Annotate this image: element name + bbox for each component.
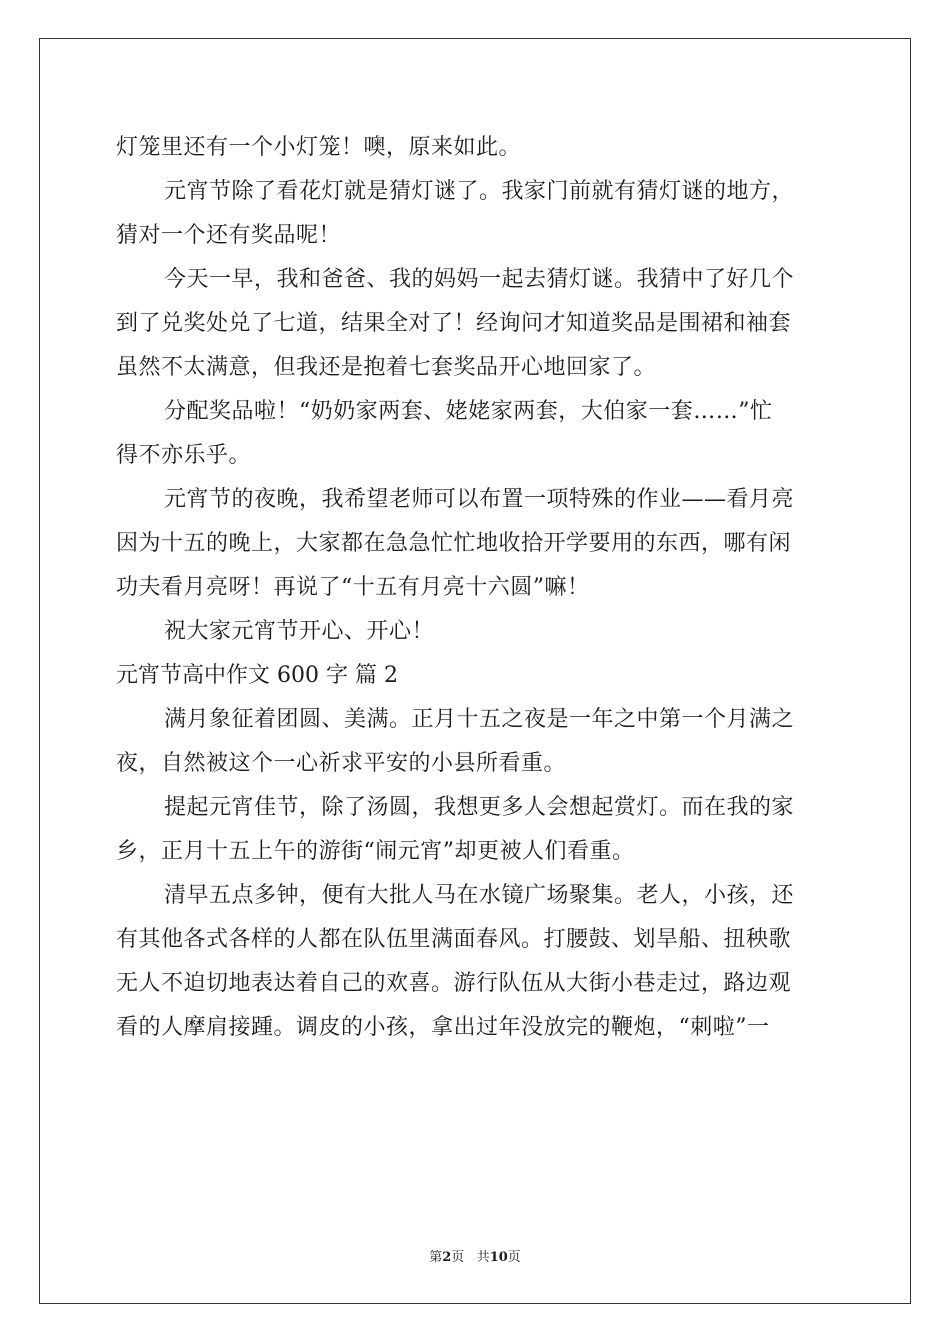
text-line: 到了兑奖处兑了七道，结果全对了！经询问才知道奖品是围裙和袖套 <box>116 311 792 336</box>
text-line: 灯笼里还有一个小灯笼！噢，原来如此。 <box>116 135 522 160</box>
text-line: 虽然不太满意，但我还是抱着七套奖品开心地回家了。 <box>116 355 657 380</box>
text-line: 分配奖品啦！“奶奶家两套、姥姥家两套，大伯家一套……”忙 <box>164 399 773 424</box>
page-footer <box>0 1246 950 1265</box>
text-line: 乡，正月十五上午的游街“闹元宵”却更被人们看重。 <box>116 839 635 864</box>
text-line: 看的人摩肩接踵。调皮的小孩，拿出过年没放完的鞭炮，“刺啦”一 <box>116 1015 770 1040</box>
text-line: 无人不迫切地表达着自己的欢喜。游行队伍从大街小巷走过，路边观 <box>116 971 792 996</box>
text-line: 清早五点多钟，便有大批人马在水镜广场聚集。老人，小孩，还 <box>164 883 795 908</box>
text-line: 提起元宵佳节，除了汤圆，我想更多人会想起赏灯。而在我的家 <box>164 795 795 820</box>
footer-page-unit: 页 <box>451 1250 465 1265</box>
section-heading: 元宵节高中作文 600 字 篇 2 <box>116 663 398 688</box>
footer-page-prefix: 第 <box>429 1250 443 1265</box>
footer-page-current: 2 <box>442 1250 452 1265</box>
footer-page-total: 10 <box>489 1250 508 1265</box>
text-line: 元宵节除了看花灯就是猜灯谜了。我家门前就有猜灯谜的地方， <box>164 179 795 204</box>
footer-total-unit: 页 <box>507 1250 521 1265</box>
text-line: 得不亦乐乎。 <box>116 443 252 468</box>
text-line: 夜，自然被这个一心祈求平安的小县所看重。 <box>116 751 567 776</box>
text-line: 因为十五的晚上，大家都在急急忙忙地收拾开学要用的东西，哪有闲 <box>116 531 792 556</box>
text-line: 元宵节的夜晚，我希望老师可以布置一项特殊的作业——看月亮 <box>164 487 795 512</box>
text-line: 猜对一个还有奖品呢！ <box>116 223 342 248</box>
text-line: 满月象征着团圆、美满。正月十五之夜是一年之中第一个月满之 <box>164 707 795 732</box>
text-line: 功夫看月亮呀！再说了“十五有月亮十六圆”嘛！ <box>116 575 590 600</box>
text-line: 有其他各式各样的人都在队伍里满面春风。打腰鼓、划旱船、扭秧歌 <box>116 927 792 952</box>
text-line: 今天一早，我和爸爸、我的妈妈一起去猜灯谜。我猜中了好几个 <box>164 267 795 292</box>
text-line: 祝大家元宵节开心、开心！ <box>164 619 435 644</box>
document-body <box>116 126 836 1050</box>
footer-total-prefix: 共 <box>476 1250 490 1265</box>
